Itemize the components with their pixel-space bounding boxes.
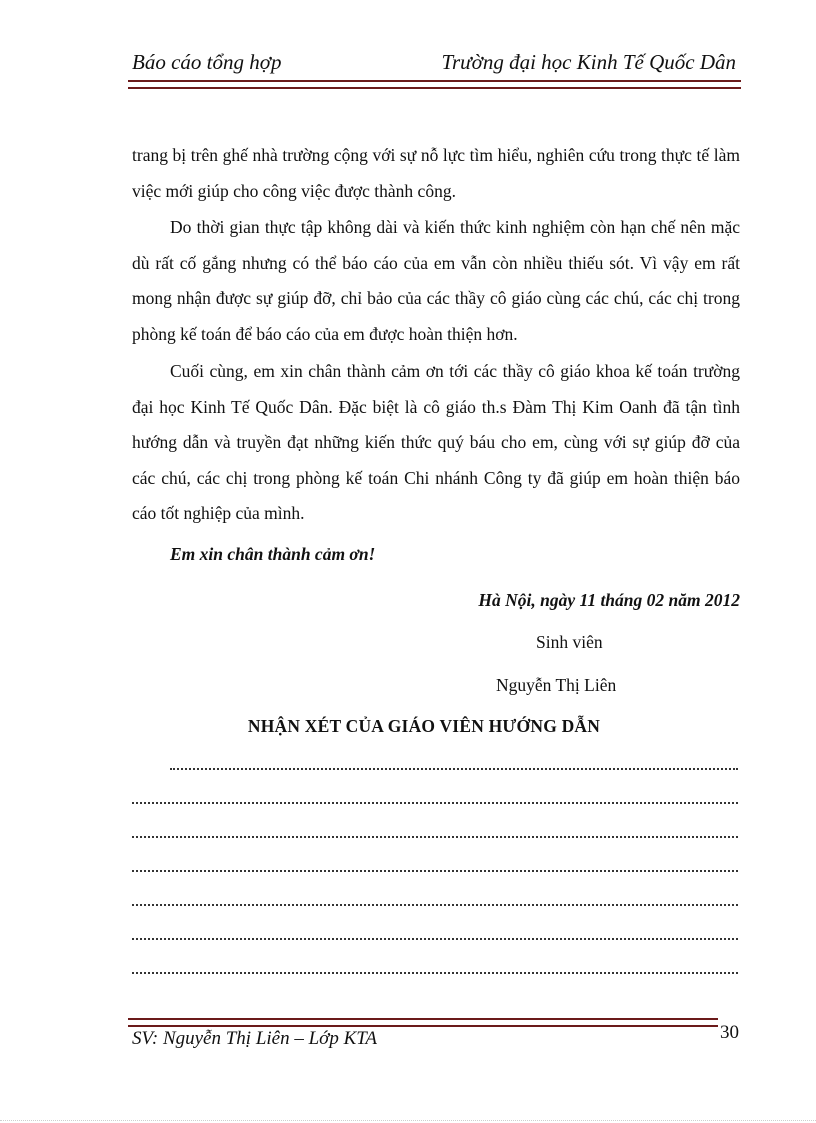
review-dotted-line <box>132 970 738 974</box>
header-report-title: Báo cáo tổng hợp <box>132 50 282 74</box>
page-number: 30 <box>720 1022 739 1043</box>
footer-student-info: SV: Nguyễn Thị Liên – Lớp KTA <box>132 1028 378 1049</box>
review-section-title: NHẬN XÉT CỦA GIÁO VIÊN HƯỚNG DẪN <box>247 716 601 736</box>
body-paragraph-1: trang bị trên ghế nhà trường cộng với sự nỗ lực tìm hiểu, nghiên cứu trong thực tế làm việc mới giúp cho công việc được thành công. <box>132 145 740 201</box>
signature-role: Sinh viên <box>536 632 603 652</box>
body-paragraph-2: Do thời gian thực tập không dài và kiến thức kinh nghiệm còn hạn chế nên mặc dù rất cố gắng nhưng có thể báo cáo của em vẫn còn nhiều thiếu sót. Vì vậy em rất mong nhận được sự giúp đỡ, chỉ bảo của các thầy cô giáo cùng các chú, các chị trong phòng kế toán để báo cáo của em được hoàn thiện hơn. <box>132 217 740 344</box>
header-university-name: Trường đại học Kinh Tế Quốc Dân <box>441 50 736 74</box>
footer-double-rule <box>128 1018 718 1027</box>
review-dotted-line <box>132 800 738 804</box>
review-dotted-line <box>132 936 738 940</box>
signature-name: Nguyễn Thị Liên <box>496 675 617 695</box>
page-bottom-edge <box>0 1120 816 1121</box>
header-double-rule <box>128 80 741 89</box>
review-dotted-line <box>132 902 738 906</box>
review-dotted-line <box>132 868 738 872</box>
closing-date: Hà Nội, ngày 11 tháng 02 năm 2012 <box>478 590 740 610</box>
review-dotted-line <box>132 834 738 838</box>
body-paragraph-3: Cuối cùng, em xin chân thành cảm ơn tới các thầy cô giáo khoa kế toán trường đại học Kinh Tế Quốc Dân. Đặc biệt là cô giáo th.s Đàm Thị Kim Oanh đã tận tình hướng dẫn và truyền đạt những kiến thức quý báu cho em, cùng với sự giúp đỡ của các chú, các chị trong phòng kế toán Chi nhánh Công ty đã giúp em hoàn thiện báo cáo tốt nghiệp của mình. <box>132 361 740 523</box>
review-dotted-line <box>170 766 738 770</box>
closing-thanks: Em xin chân thành cảm ơn! <box>170 544 376 564</box>
